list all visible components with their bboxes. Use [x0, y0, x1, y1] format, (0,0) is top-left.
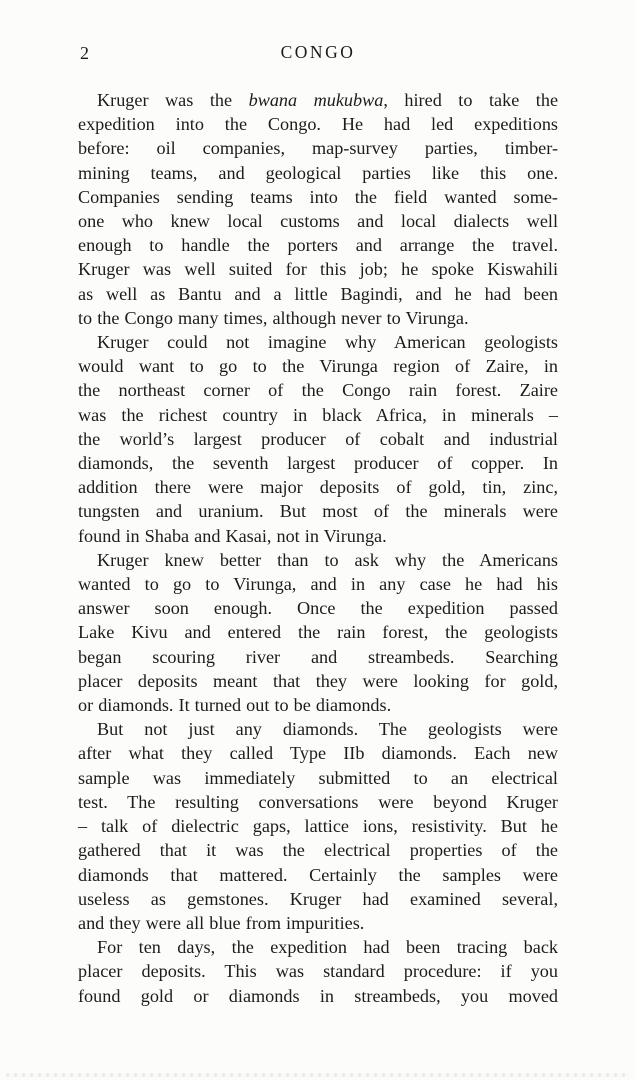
text-line [78, 233, 558, 257]
text-segment: expedition into the Congo. He had led expeditions [78, 114, 558, 135]
text-segment: was the richest country in black Africa, in minerals – [78, 404, 558, 425]
text-segment: addition there were major deposits of gold, tin, zinc, [78, 477, 558, 498]
page-body [78, 88, 558, 1008]
text-line [78, 669, 558, 693]
text-segment: would want to go to the Virunga region of Zaire, in [78, 356, 558, 377]
text-line [78, 161, 558, 185]
running-header-title: CONGO [280, 42, 356, 62]
text-line [78, 935, 558, 959]
text-line [78, 911, 558, 935]
text-segment: Kruger could not imagine why American geologists [97, 332, 558, 353]
text-line [78, 451, 558, 475]
text-segment: placer deposits meant that they were looking for gold, [78, 670, 558, 691]
text-segment: diamonds that mattered. Certainly the samples were [78, 864, 558, 885]
text-line [78, 838, 558, 862]
text-line [78, 959, 558, 983]
text-line [78, 427, 558, 451]
text-line [78, 330, 558, 354]
text-segment: Companies sending teams into the field wanted some- [78, 186, 558, 207]
text-line [78, 645, 558, 669]
text-line [78, 693, 558, 717]
text-segment: or diamonds. It turned out to be diamonds. [78, 695, 392, 716]
text-segment: to the Congo many times, although never to Virunga. [78, 307, 469, 328]
text-line [78, 863, 558, 887]
text-segment: Kruger was well suited for this job; he spoke Kiswahili [78, 259, 558, 280]
text-segment: after what they called Type IIb diamonds. Each new [78, 743, 558, 764]
text-line [78, 354, 558, 378]
text-line [78, 790, 558, 814]
text-line [78, 524, 558, 548]
text-line [78, 984, 558, 1008]
text-line [78, 814, 558, 838]
text-segment: as well as Bantu and a little Bagindi, and he had been [78, 283, 558, 304]
text-segment: diamonds, the seventh largest producer of copper. In [78, 453, 558, 474]
text-line [78, 378, 558, 402]
scan-noise-artifact [6, 1073, 630, 1077]
text-segment: mining teams, and geological parties like this one. [78, 162, 558, 183]
text-segment: Kruger was the [97, 90, 249, 110]
text-segment: For ten days, the expedition had been tracing back [97, 937, 558, 958]
text-line [78, 88, 558, 112]
text-segment: found gold or diamonds in streambeds, you moved [78, 985, 558, 1006]
text-segment: placer deposits. This was standard procedure: if you [78, 961, 558, 982]
text-segment: before: oil companies, map-survey parties, timber- [78, 138, 558, 159]
text-segment: , hired to take the [383, 90, 559, 110]
text-line [78, 282, 558, 306]
text-line [78, 548, 558, 572]
text-line [78, 620, 558, 644]
text-segment: test. The resulting conversations were beyond Kruger [78, 791, 558, 812]
text-segment: Kruger knew better than to ask why the Americans [97, 549, 558, 570]
text-line [78, 596, 558, 620]
page-number: 2 [80, 43, 89, 63]
text-line [78, 572, 558, 596]
text-line [78, 766, 558, 790]
italic-text-segment: bwana mukubwa [248, 90, 384, 110]
text-line [78, 306, 558, 330]
text-line [78, 499, 558, 523]
text-segment: found in Shaba and Kasai, not in Virunga. [78, 525, 387, 546]
text-line [78, 741, 558, 765]
text-segment: began scouring river and streambeds. Searching [78, 646, 558, 667]
text-segment: the world’s largest producer of cobalt and industrial [78, 428, 558, 449]
text-line [78, 209, 558, 233]
text-line [78, 136, 558, 160]
text-line [78, 887, 558, 911]
text-segment: the northeast corner of the Congo rain forest. Zaire [78, 380, 558, 401]
text-segment: useless as gemstones. Kruger had examined several, [78, 888, 558, 909]
text-segment: Lake Kivu and entered the rain forest, the geologists [78, 622, 558, 643]
text-segment: and they were all blue from impurities. [78, 912, 365, 933]
text-line [78, 475, 558, 499]
text-segment: gathered that it was the electrical properties of the [78, 840, 558, 861]
text-line [78, 257, 558, 281]
text-segment: sample was immediately submitted to an electrical [78, 767, 558, 788]
text-segment: tungsten and uranium. But most of the minerals were [78, 501, 558, 522]
text-segment: answer soon enough. Once the expedition passed [78, 598, 558, 619]
text-segment: one who knew local customs and local dialects well [78, 211, 558, 232]
page-header [78, 42, 558, 66]
text-segment: enough to handle the porters and arrange the travel. [78, 235, 558, 256]
text-segment: But not just any diamonds. The geologists were [97, 719, 558, 740]
text-line [78, 717, 558, 741]
text-line [78, 185, 558, 209]
text-segment: wanted to go to Virunga, and in any case he had his [78, 574, 558, 595]
text-line [78, 403, 558, 427]
text-segment: – talk of dielectric gaps, lattice ions, resistivity. But he [78, 816, 558, 837]
text-line [78, 112, 558, 136]
